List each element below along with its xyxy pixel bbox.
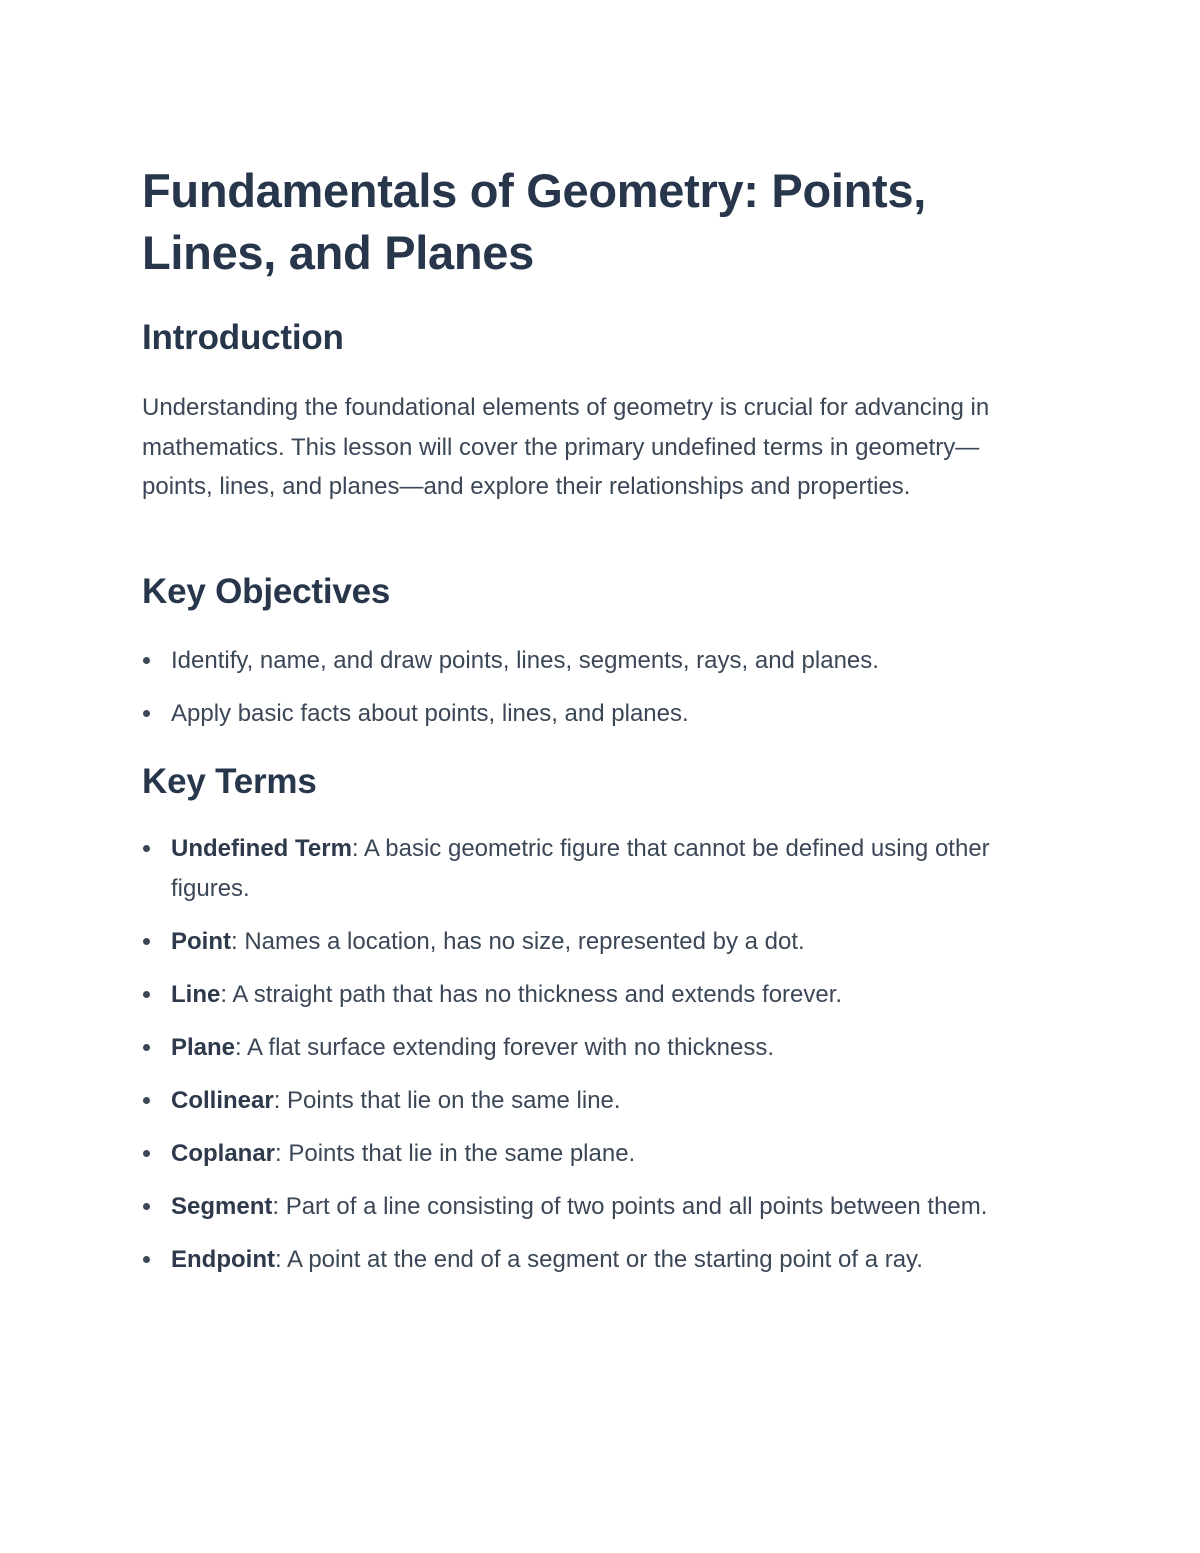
term-definition: : A straight path that has no thickness and extends forever. xyxy=(220,980,843,1008)
term-name: Coplanar xyxy=(171,1139,276,1167)
objective-item xyxy=(142,694,1062,734)
term-definition: : A point at the end of a segment or the starting point of a ray. xyxy=(274,1245,923,1273)
bullet-icon xyxy=(143,1097,150,1104)
term-definition: : Points that lie in the same plane. xyxy=(275,1139,636,1167)
objective-item xyxy=(142,641,1062,681)
term-name: Endpoint xyxy=(171,1245,275,1273)
term-item xyxy=(142,1187,1062,1227)
term-name: Undefined Term xyxy=(171,835,352,862)
term-definition: : Names a location, has no size, represented by a dot. xyxy=(231,927,805,955)
term-name: Plane xyxy=(171,1033,236,1061)
term-item xyxy=(142,829,1062,908)
term-name: Point xyxy=(171,927,231,955)
introduction-heading: Introduction xyxy=(142,318,344,357)
objective-text: Apply basic facts about points, lines, and planes. xyxy=(171,700,689,727)
key-terms-heading: Key Terms xyxy=(142,762,317,801)
term-item xyxy=(142,1240,1062,1280)
bullet-icon xyxy=(143,1150,150,1157)
objectives-list xyxy=(142,641,1062,747)
bullet-icon xyxy=(143,1044,150,1051)
term-item xyxy=(142,922,1062,962)
key-terms-list xyxy=(142,829,1062,1293)
term-name: Line xyxy=(171,980,221,1008)
term-definition: : Part of a line consisting of two points and all points between them. xyxy=(272,1192,988,1220)
term-item xyxy=(142,1081,1062,1121)
bullet-icon xyxy=(143,991,150,998)
term-definition: : Points that lie on the same line. xyxy=(273,1086,621,1114)
term-item xyxy=(142,1028,1062,1068)
term-definition: : A basic geometric figure that cannot be defined using other figures. xyxy=(171,835,990,902)
bullet-icon xyxy=(143,1203,150,1210)
term-item xyxy=(142,975,1062,1015)
term-name: Collinear xyxy=(171,1086,274,1114)
bullet-icon xyxy=(143,938,150,945)
term-item xyxy=(142,1134,1062,1174)
bullet-icon xyxy=(143,845,150,852)
objective-text: Identify, name, and draw points, lines, segments, rays, and planes. xyxy=(171,647,879,674)
page-title: Fundamentals of Geometry: Points, Lines, and Planes xyxy=(142,164,926,279)
objectives-heading: Key Objectives xyxy=(142,572,391,611)
bullet-icon xyxy=(143,1256,150,1263)
term-definition: : A flat surface extending forever with no thickness. xyxy=(235,1033,774,1061)
bullet-icon xyxy=(143,657,150,664)
introduction-paragraph: Understanding the foundational elements of geometry is crucial for advancing in mathematics. This lesson will cover the primary undefined terms in geometry—points, lines, and planes—and explore their relationships and properties. xyxy=(142,394,990,500)
term-name: Segment xyxy=(171,1192,273,1220)
bullet-icon xyxy=(143,710,150,717)
